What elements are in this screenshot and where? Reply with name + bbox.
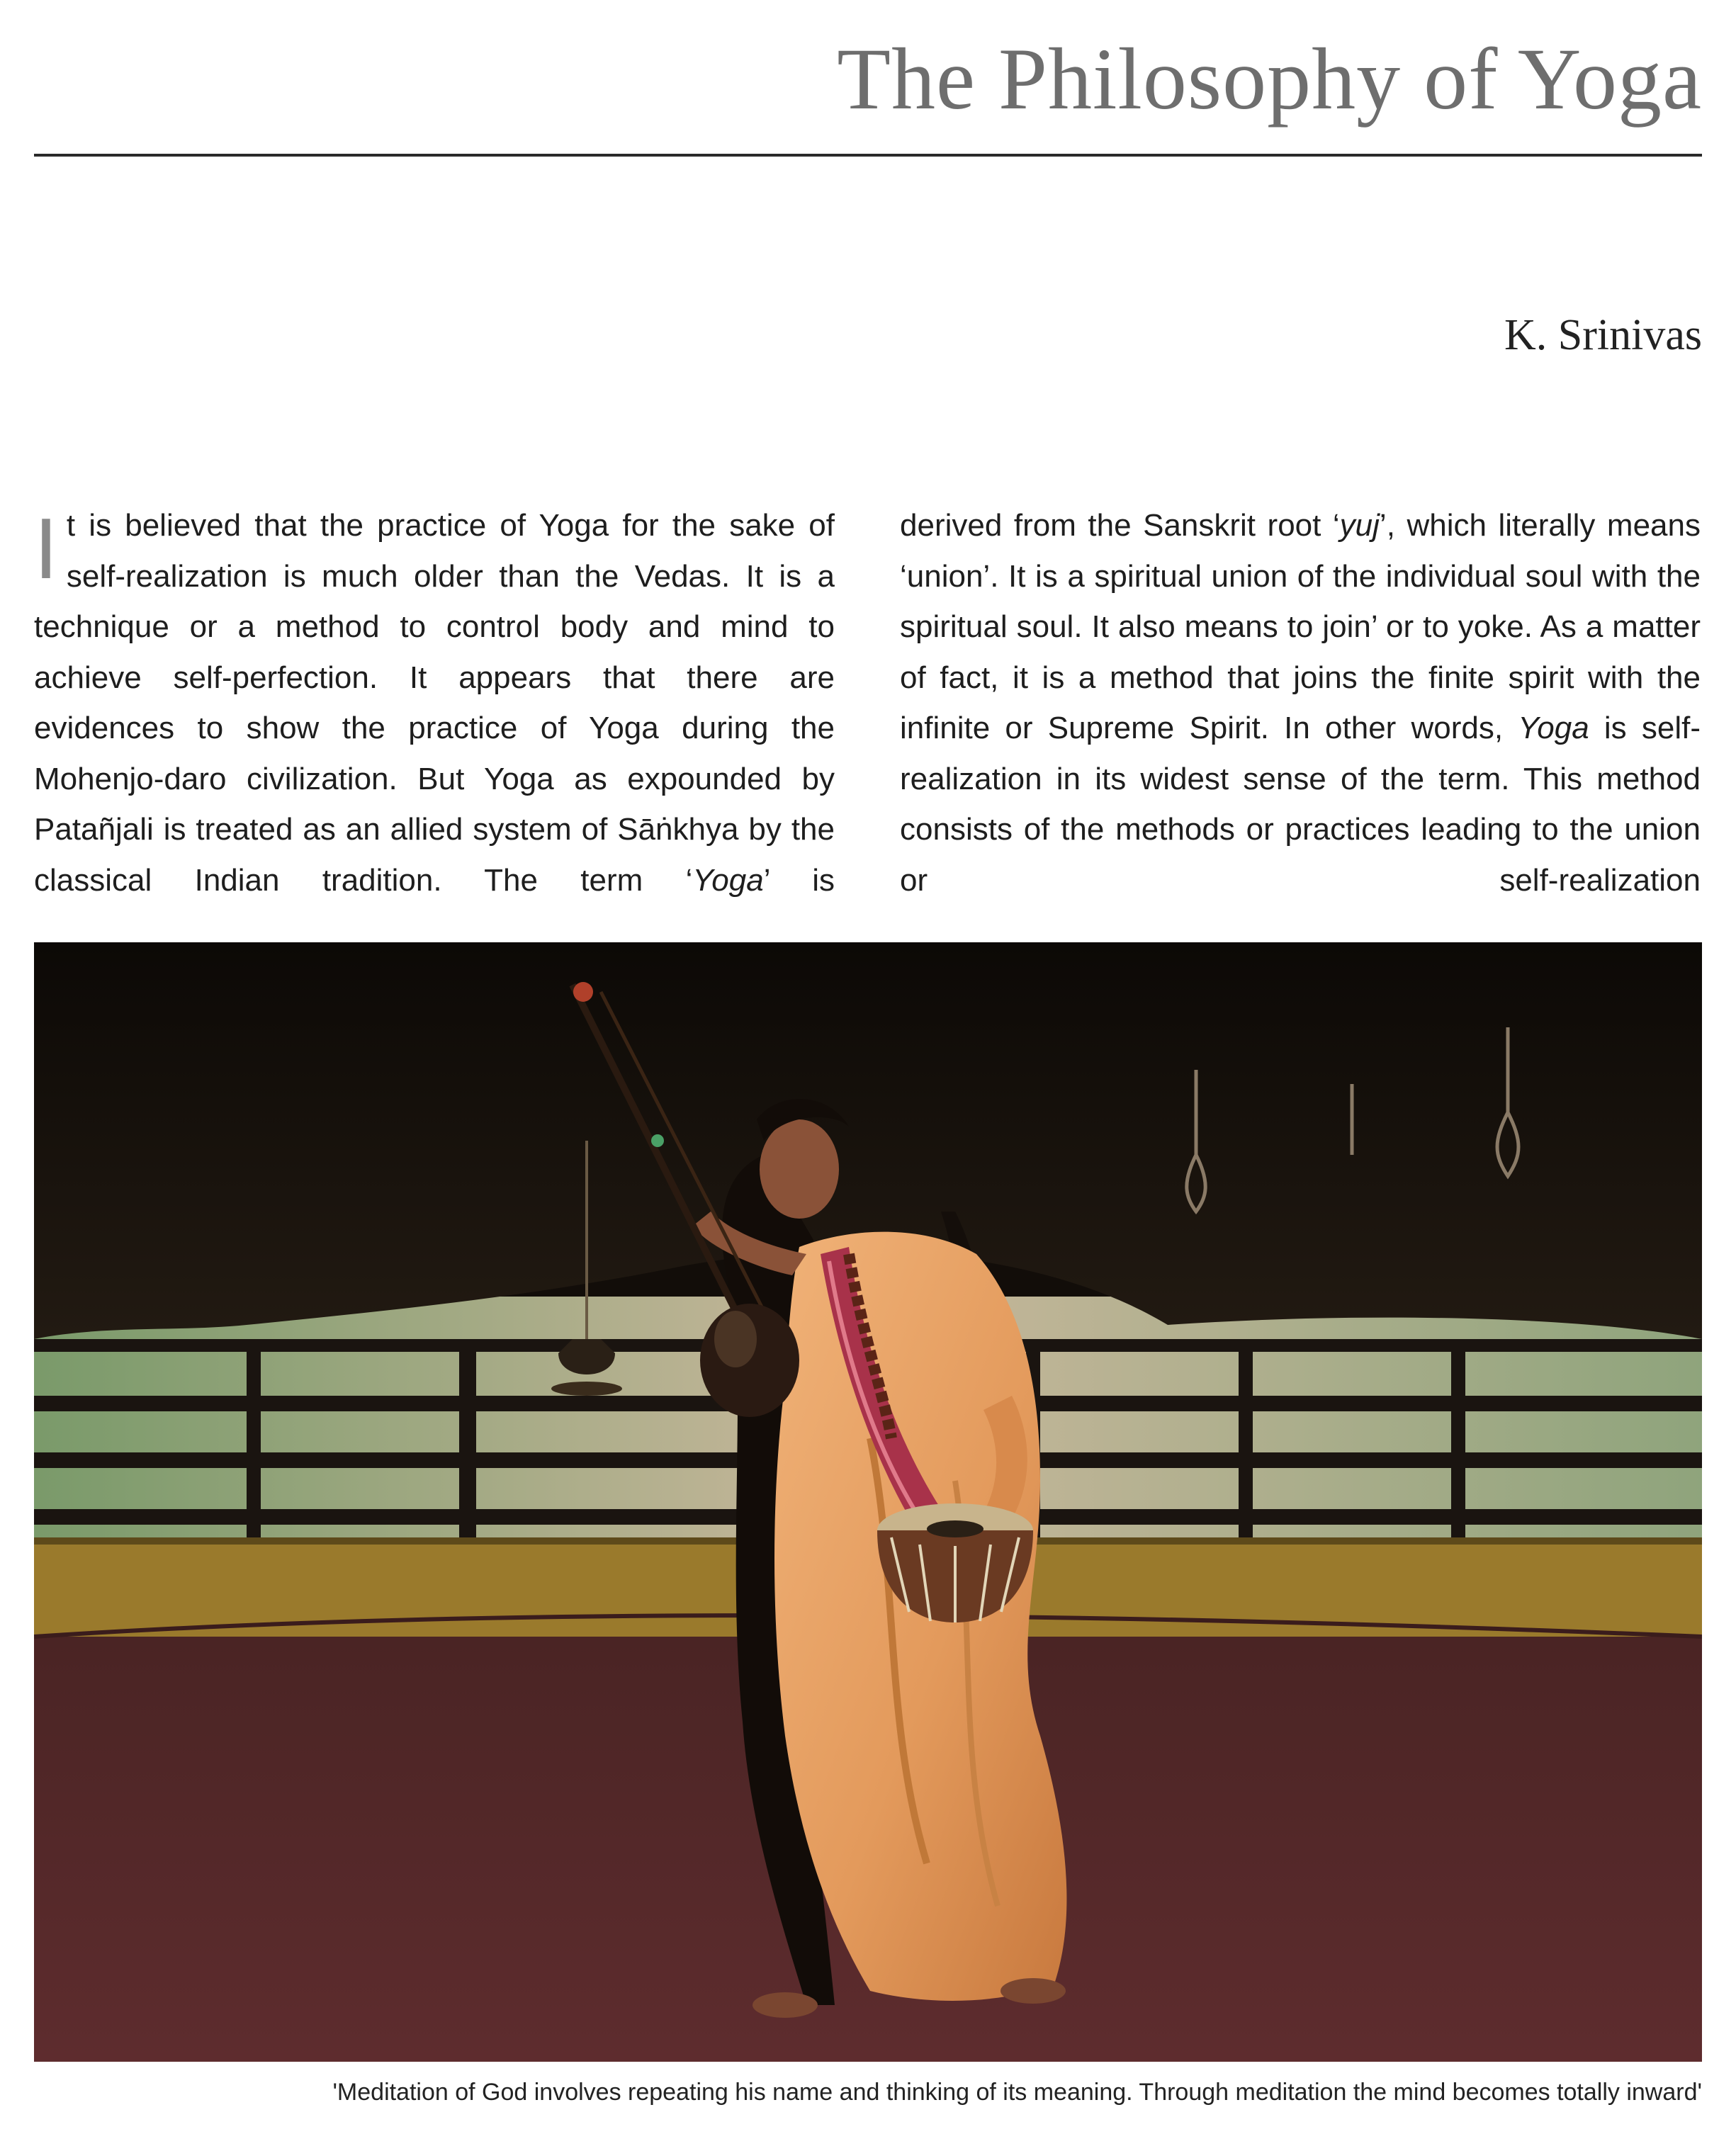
- author-name: K. Srinivas: [1504, 311, 1702, 359]
- italic-term-yuj: yuj: [1339, 508, 1380, 543]
- body-column-left: [34, 500, 835, 911]
- photo-foot-left: [753, 1992, 818, 2018]
- photo-caption: 'Meditation of God involves repeating his name and thinking of its meaning. Through meditation the mind becomes totally inward': [332, 2079, 1702, 2106]
- paragraph-left: [34, 500, 835, 905]
- drop-cap: I: [34, 500, 58, 597]
- text-segment: derived from the Sanskrit root ‘: [900, 508, 1340, 543]
- title-rule: [34, 154, 1702, 157]
- article-photo: [34, 942, 1702, 2062]
- photo-foot-right: [1001, 1978, 1066, 2004]
- italic-term-yoga: Yoga: [692, 862, 764, 898]
- text-segment: is self-realization in its widest sense of the term. This method consists of the methods or practices leading to the union or self-realization: [900, 711, 1701, 898]
- text-segment: ’ is: [763, 862, 835, 898]
- article-title: The Philosophy of Yoga: [837, 30, 1702, 128]
- italic-term-yoga: Yoga: [1518, 711, 1589, 745]
- photo-face: [760, 1119, 839, 1219]
- text-segment: ’, which literally means ‘union’. It is a spiritual union of the individual soul with the spiritual soul. It also means to join’ or to yoke. As a matter of fact, it is a method that joins the finite spirit with the infinite or Supreme Spirit. In other words,: [900, 508, 1701, 745]
- text-segment: t is believed that the practice of Yoga for the sake of self-realization is much older than the Vedas. It is a technique or a method to control body and mind to achieve self-perfection. It appears that there are evidences to show the practice of Yoga during the Mohenjo-daro civilization. But Yoga as expounded by Patañjali is treated as an allied system of Sāṅkhya by the classical Indian tradition. The term ‘: [34, 508, 835, 898]
- paragraph-right: [900, 500, 1701, 905]
- body-column-right: [900, 500, 1701, 911]
